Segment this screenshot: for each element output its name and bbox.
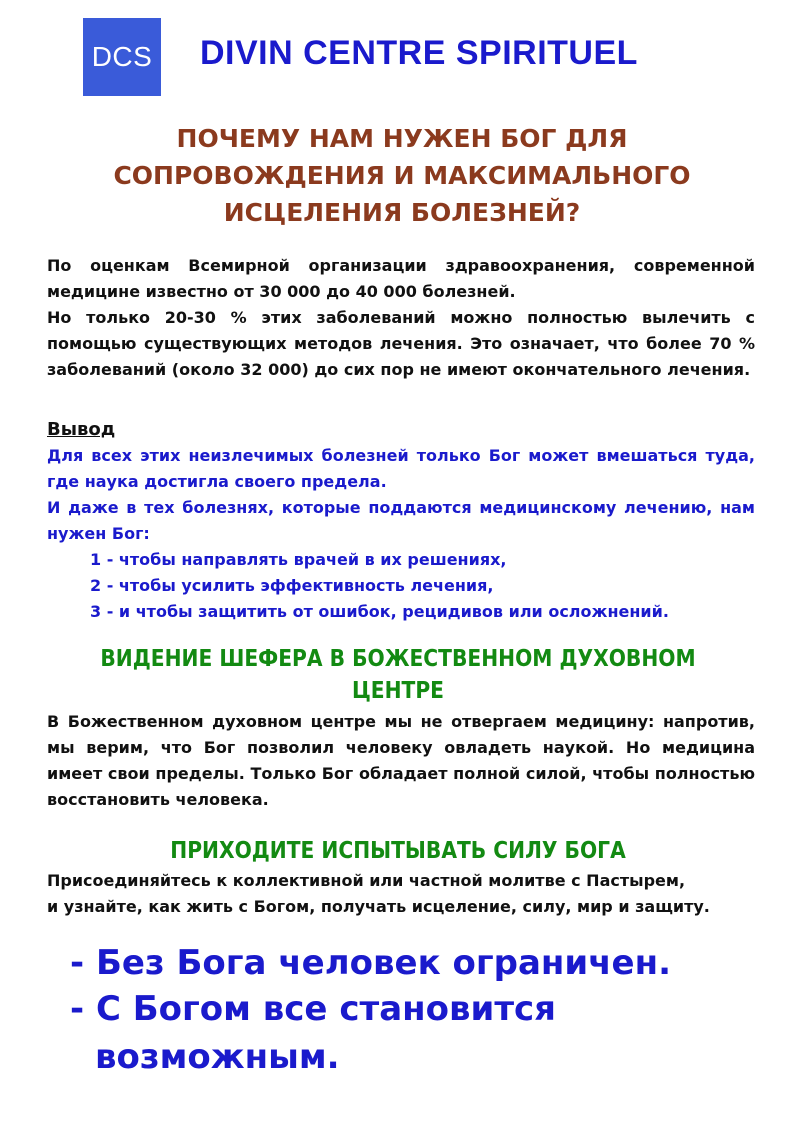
page-title-line-2: СОПРОВОЖДЕНИЯ И МАКСИМАЛЬНОГО <box>113 161 691 190</box>
closing-line-1: - Без Бога человек ограничен. <box>70 943 672 983</box>
closing-line-2: - С Богом все становится <box>70 989 557 1029</box>
closing-line-3: возможным. <box>95 1037 340 1077</box>
dcs-logo: DCS <box>83 18 161 96</box>
list-item: 2 - чтобы усилить эффективность лечения, <box>90 576 494 595</box>
vision-heading-line-1: ВИДЕНИЕ ШЕФЕРА В БОЖЕСТВЕННОМ ДУХОВНОМ <box>100 646 696 672</box>
intro-paragraph-1: По оценкам Всемирной организации здравоохранения, современной медицине известно от 30 000 до 40 000 болезней. <box>47 256 755 301</box>
invite-heading <box>83 835 713 867</box>
conclusion-paragraph-2: И даже в тех болезнях, которые поддаются медицинскому лечению, нам нужен Бог: <box>47 498 755 543</box>
vision-section <box>47 709 755 813</box>
organization-name: DIVIN CENTRE SPIRITUEL <box>200 34 638 72</box>
conclusion-heading: Вывод <box>47 419 116 440</box>
intro-section <box>47 253 755 383</box>
intro-paragraph-2: Но только 20-30 % этих заболеваний можно полностью вылечить с помощью существующих методов лечения. Это означает, что более 70 % заболеваний (около 32 000) до сих пор не имеют окончательного лечения. <box>47 308 755 379</box>
conclusion-paragraph-1: Для всех этих неизлечимых болезней только Бог может вмешаться туда, где наука достигла своего предела. <box>47 446 755 491</box>
invite-section <box>47 868 755 920</box>
vision-heading-line-2: ЦЕНТРЕ <box>351 678 445 704</box>
list-item: 3 - и чтобы защитить от ошибок, рецидивов или осложнений. <box>90 602 669 621</box>
invite-heading-text: ПРИХОДИТЕ ИСПЫТЫВАТЬ СИЛУ БОГА <box>170 838 626 864</box>
page-title <box>60 120 744 231</box>
page-title-line-1: ПОЧЕМУ НАМ НУЖЕН БОГ ДЛЯ <box>176 124 628 153</box>
page-title-line-3: ИСЦЕЛЕНИЯ БОЛЕЗНЕЙ? <box>223 198 581 227</box>
invite-line-2: и узнайте, как жить с Богом, получать исцеление, силу, мир и защиту. <box>47 897 710 916</box>
invite-line-1: Присоединяйтесь к коллективной или частной молитве с Пастырем, <box>47 871 686 890</box>
vision-text: В Божественном духовном центре мы не отвергаем медицину: напротив, мы верим, что Бог позволил человеку овладеть наукой. Но медицина имеет свои пределы. Только Бог обладает полной силой, чтобы полностью восстановить человека. <box>47 712 755 809</box>
conclusion-section <box>47 417 755 625</box>
list-item: 1 - чтобы направлять врачей в их решениях, <box>90 550 507 569</box>
vision-heading <box>83 643 713 707</box>
